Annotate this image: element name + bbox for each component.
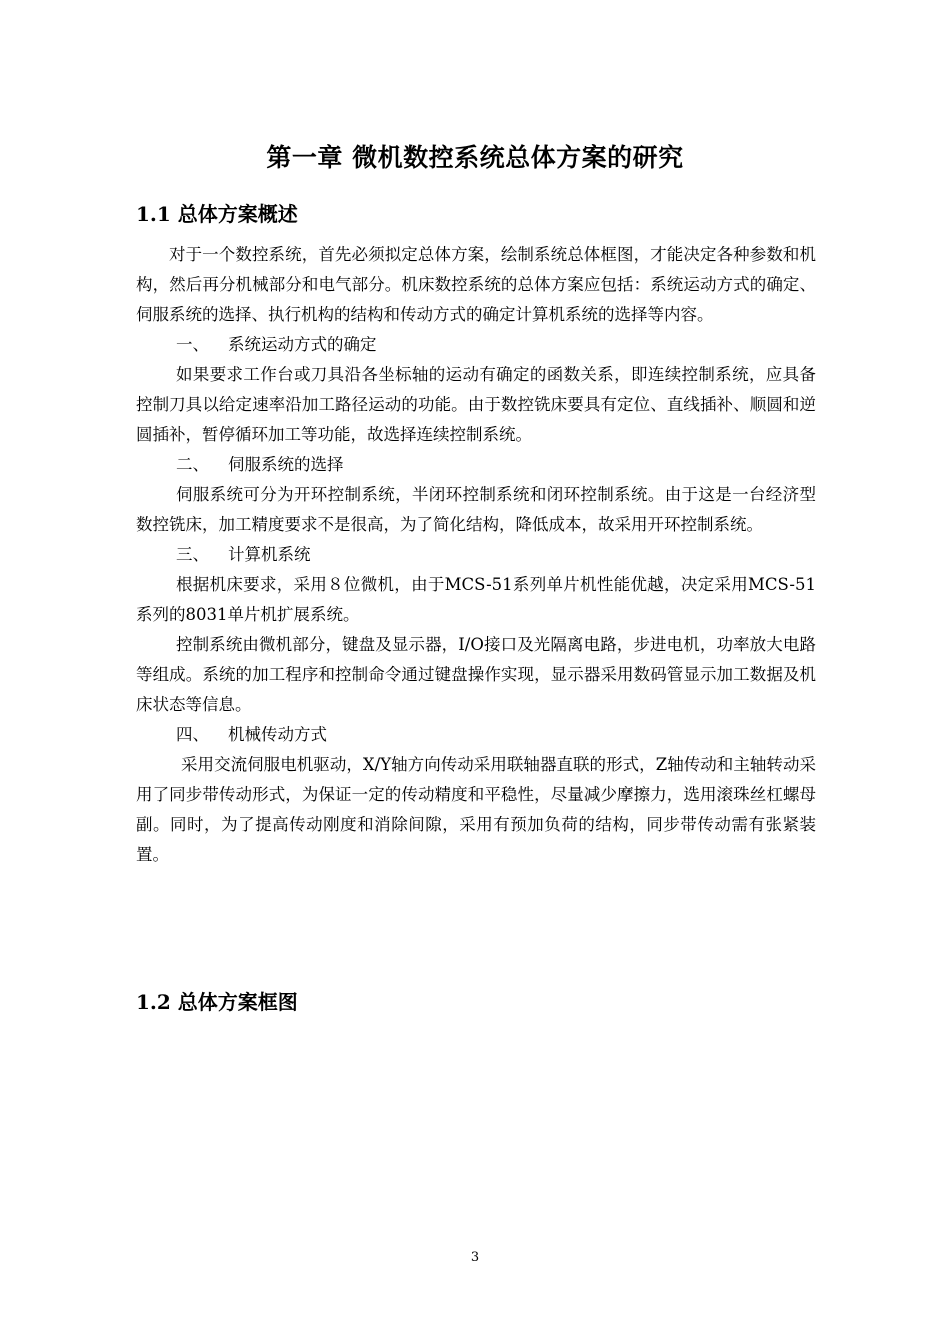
chapter-title: 第一章 微机数控系统总体方案的研究 xyxy=(266,143,684,172)
section-1-1-body xyxy=(136,240,816,870)
item-number-3: 三、 xyxy=(176,545,209,564)
item-2-paragraph-1: 伺服系统可分为开环控制系统，半闭环控制系统和闭环控制系统。由于这是一台经济型数控铣床，加工精度要求不是很高，为了简化结构，降低成本，故采用开环控制系统。 xyxy=(136,485,816,534)
item-title-3: 计算机系统 xyxy=(228,545,311,564)
item-heading-3 xyxy=(136,540,816,570)
section-heading-1-2: 1.2 总体方案框图 xyxy=(136,990,298,1014)
section-heading-1-1: 1.1 总体方案概述 xyxy=(136,202,298,226)
item-heading-2 xyxy=(136,450,816,480)
item-heading-1 xyxy=(136,330,816,360)
item-title-1: 系统运动方式的确定 xyxy=(228,335,377,354)
item-3-paragraph-2: 控制系统由微机部分，键盘及显示器，I/O接口及光隔离电路，步进电机，功率放大电路等组成。系统的加工程序和控制命令通过键盘操作实现，显示器采用数码管显示加工数据及机床状态等信息。 xyxy=(136,635,816,714)
page-number: 3 xyxy=(470,1250,480,1265)
item-1-paragraph-1: 如果要求工作台或刀具沿各坐标轴的运动有确定的函数关系，即连续控制系统，应具备控制刀具以给定速率沿加工路径运动的功能。由于数控铣床要具有定位、直线插补、顺圆和逆圆插补，暂停循环加工等功能，故选择连续控制系统。 xyxy=(136,365,816,444)
item-heading-4 xyxy=(136,720,816,750)
item-title-2: 伺服系统的选择 xyxy=(228,455,344,474)
item-4-paragraph-1: 采用交流伺服电机驱动，X/Y轴方向传动采用联轴器直联的形式，Z轴传动和主轴转动采用了同步带传动形式，为保证一定的传动精度和平稳性，尽量减少摩擦力，选用滚珠丝杠螺母副。同时，为了提高传动刚度和消除间隙，采用有预加负荷的结构，同步带传动需有张紧装置。 xyxy=(136,755,816,864)
item-number-2: 二、 xyxy=(176,455,209,474)
item-number-4: 四、 xyxy=(176,725,209,744)
item-3-paragraph-1: 根据机床要求，采用８位微机，由于MCS-51系列单片机性能优越，决定采用MCS-51系列的8031单片机扩展系统。 xyxy=(136,575,816,624)
intro-paragraph: 对于一个数控系统，首先必须拟定总体方案，绘制系统总体框图，才能决定各种参数和机构，然后再分机械部分和电气部分。机床数控系统的总体方案应包括：系统运动方式的确定、伺服系统的选择、执行机构的结构和传动方式的确定计算机系统的选择等内容。 xyxy=(136,245,816,324)
item-title-4: 机械传动方式 xyxy=(228,725,327,744)
item-number-1: 一、 xyxy=(176,335,209,354)
